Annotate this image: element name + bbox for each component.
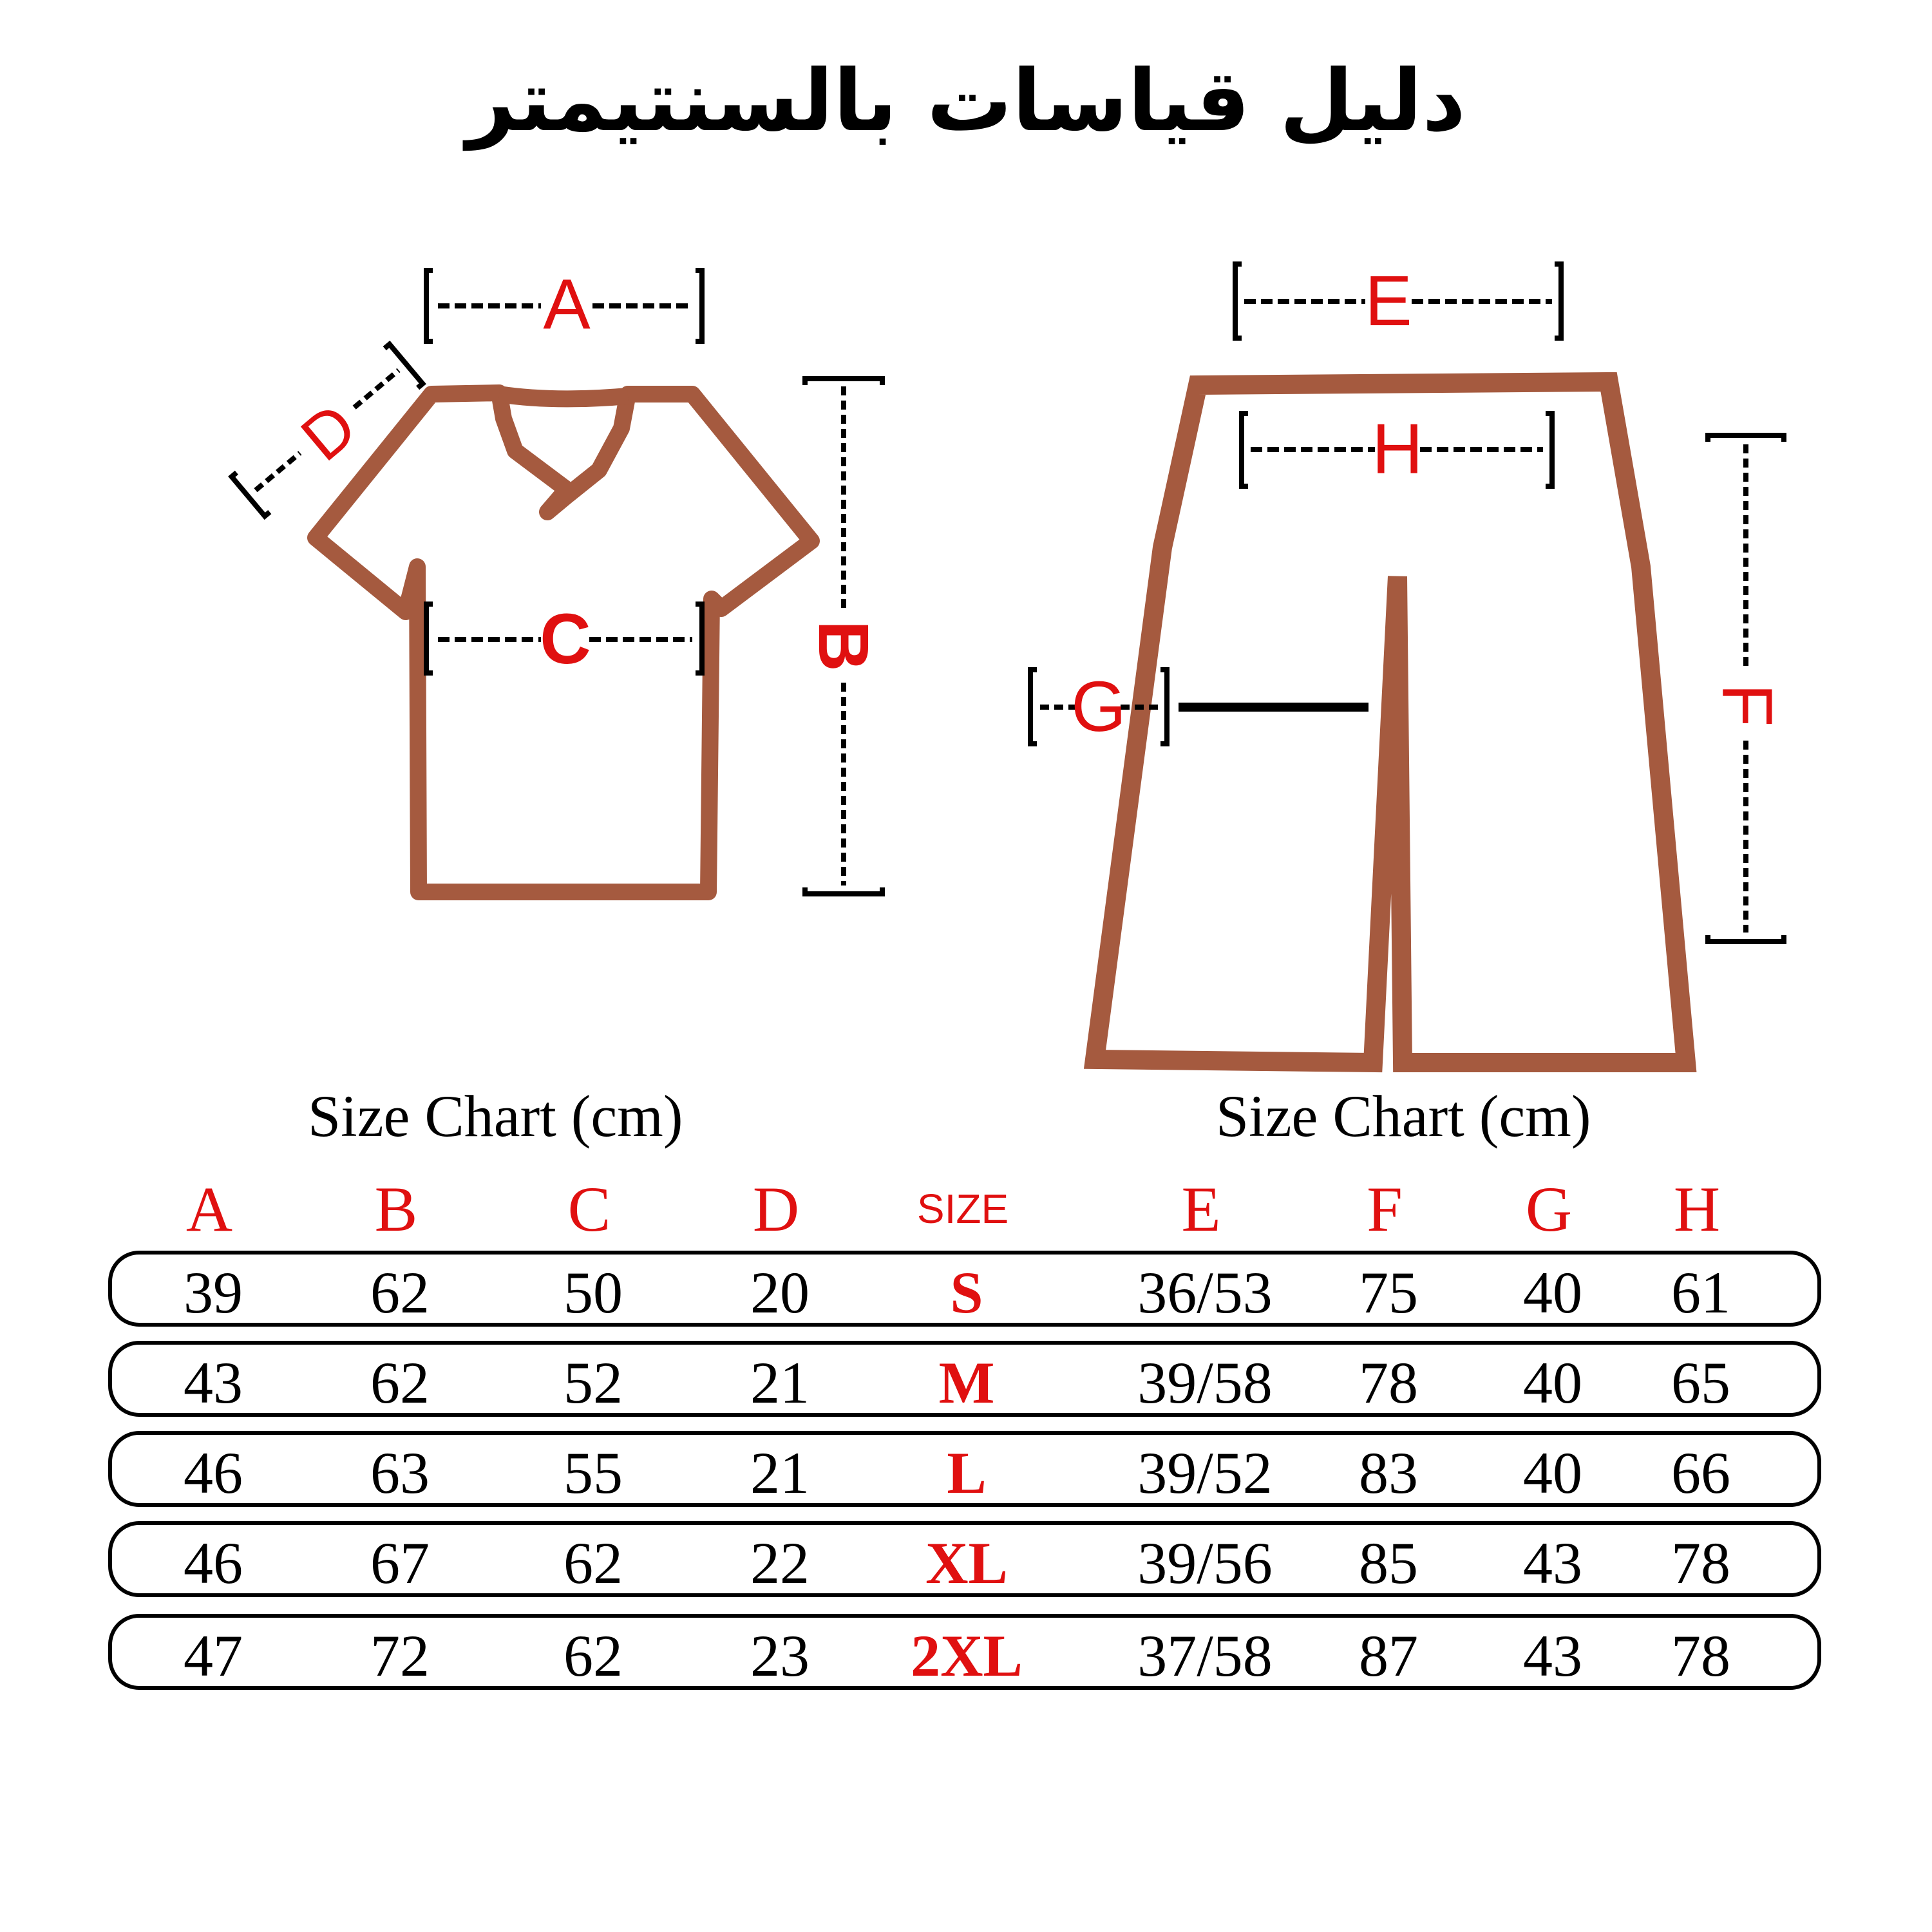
table-cell: 21	[750, 1440, 810, 1506]
table-cell: 72	[370, 1623, 430, 1689]
table-cell: 67	[370, 1530, 430, 1596]
column-header-b: B	[374, 1173, 418, 1245]
table-cell: 61	[1671, 1260, 1730, 1325]
table-cell: 39/58	[1137, 1350, 1273, 1416]
table-cell: 23	[750, 1623, 810, 1689]
table-cell: 66	[1671, 1440, 1730, 1506]
table-row	[108, 1341, 1821, 1417]
table-cell: 62	[370, 1350, 430, 1416]
table-cell: 40	[1523, 1350, 1582, 1416]
table-cell: 39/52	[1137, 1440, 1273, 1506]
table-row	[108, 1251, 1821, 1327]
column-header-e: E	[1181, 1173, 1221, 1245]
label-a: A	[543, 265, 591, 344]
table-cell: 40	[1523, 1260, 1582, 1325]
label-h: H	[1372, 410, 1423, 489]
size-label: L	[947, 1440, 987, 1506]
table-cell: 78	[1359, 1350, 1418, 1416]
column-header-d: D	[752, 1173, 800, 1245]
table-cell: 21	[750, 1350, 810, 1416]
column-header-a: A	[185, 1173, 233, 1245]
column-header-size: SIZE	[916, 1186, 1009, 1232]
column-header-h: H	[1673, 1173, 1721, 1245]
table-cell: 78	[1671, 1623, 1730, 1689]
table-cell: 43	[184, 1350, 243, 1416]
table-cell: 47	[184, 1623, 243, 1689]
table-cell: 39/56	[1137, 1530, 1273, 1596]
table-cell: 52	[564, 1350, 623, 1416]
table-cell: 65	[1671, 1350, 1730, 1416]
column-header-g: G	[1525, 1173, 1573, 1245]
table-cell: 36/53	[1137, 1260, 1273, 1325]
table-cell: 46	[184, 1440, 243, 1506]
table-cell: 40	[1523, 1440, 1582, 1506]
table-cell: 43	[1523, 1623, 1582, 1689]
label-g: G	[1071, 667, 1126, 746]
table-cell: 43	[1523, 1530, 1582, 1596]
shirt-chart-caption: Size Chart (cm)	[308, 1083, 683, 1149]
table-cell: 75	[1359, 1260, 1418, 1325]
label-e: E	[1365, 261, 1412, 341]
table-cell: 83	[1359, 1440, 1418, 1506]
table-cell: 85	[1359, 1530, 1418, 1596]
table-cell: 87	[1359, 1623, 1418, 1689]
table-cell: 46	[184, 1530, 243, 1596]
size-label: XL	[925, 1530, 1008, 1596]
table-cell: 62	[564, 1623, 623, 1689]
column-header-f: F	[1367, 1173, 1403, 1245]
table-cell: 62	[370, 1260, 430, 1325]
tshirt-collar	[499, 394, 628, 399]
table-cell: 78	[1671, 1530, 1730, 1596]
table-cell: 37/58	[1137, 1623, 1273, 1689]
page-title: دليل قياسات بالسنتيمتر	[466, 52, 1466, 151]
label-d: D	[287, 389, 370, 475]
column-header-c: C	[567, 1173, 611, 1245]
table-row	[108, 1614, 1821, 1690]
table-cell: 55	[564, 1440, 623, 1506]
size-label: M	[938, 1350, 995, 1416]
table-row	[108, 1431, 1821, 1507]
table-cell: 63	[370, 1440, 430, 1506]
pants-chart-caption: Size Chart (cm)	[1216, 1083, 1591, 1149]
label-c: C	[540, 600, 591, 679]
table-row	[108, 1521, 1821, 1597]
size-label: S	[950, 1260, 983, 1325]
table-cell: 20	[750, 1260, 810, 1325]
table-cell: 50	[564, 1260, 623, 1325]
table-cell: 62	[564, 1530, 623, 1596]
size-label: 2XL	[911, 1623, 1023, 1689]
table-cell: 22	[750, 1530, 810, 1596]
label-f: F	[1707, 683, 1786, 727]
label-b: B	[804, 620, 883, 672]
table-cell: 39	[184, 1260, 243, 1325]
